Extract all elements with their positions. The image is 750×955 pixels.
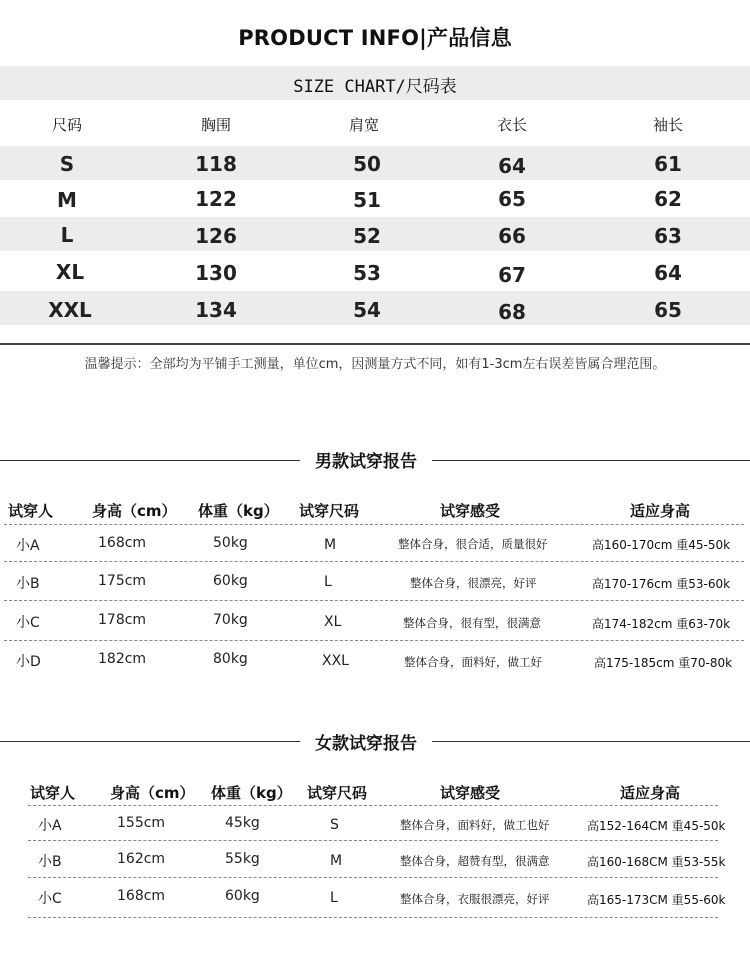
row-divider <box>4 600 744 601</box>
size-chart-cell: 64 <box>654 261 682 285</box>
size-chart-cell: 50 <box>353 152 381 176</box>
men-header-size: 试穿尺码 <box>299 502 360 520</box>
women-cell-height: 162cm <box>117 851 166 867</box>
women-cell-height: 155cm <box>117 815 166 831</box>
section-rule-left <box>0 460 300 461</box>
size-chart-cell: 51 <box>353 188 381 212</box>
size-chart-cell: 130 <box>195 261 237 285</box>
row-divider <box>28 877 718 878</box>
men-header-tester: 试穿人 <box>8 502 54 520</box>
men-cell-fit: 高175-185cm 重70-80k <box>594 656 733 670</box>
men-cell-weight: 80kg <box>213 651 248 667</box>
men-cell-tester: 小C <box>16 615 40 631</box>
men-cell-height: 182cm <box>98 651 147 667</box>
women-cell-fit: 高165-173CM 重55-60k <box>587 893 726 907</box>
women-cell-feedback: 整体合身，衣服很漂亮，好评 <box>400 892 550 906</box>
size-chart-header-sleeve: 袖长 <box>652 116 683 134</box>
size-chart-cell: 126 <box>195 224 237 248</box>
section-rule-right <box>432 741 750 742</box>
women-cell-tester: 小B <box>38 854 62 870</box>
size-chart-header-length: 衣长 <box>496 116 527 134</box>
women-cell-size: L <box>330 890 338 906</box>
men-cell-fit: 高170-176cm 重53-60k <box>592 577 731 591</box>
men-cell-size: XL <box>324 614 342 630</box>
row-divider <box>28 840 718 841</box>
women-cell-size: M <box>330 853 343 869</box>
men-cell-tester: 小B <box>16 576 40 592</box>
women-cell-fit: 高160-168CM 重53-55k <box>587 855 726 869</box>
size-chart-cell: 62 <box>654 187 682 211</box>
row-divider <box>28 917 718 918</box>
size-chart-cell: S <box>59 152 75 176</box>
men-header-feedback: 试穿感受 <box>440 502 501 520</box>
men-cell-weight: 60kg <box>213 573 248 589</box>
women-cell-feedback: 整体合身，超赞有型，很满意 <box>400 854 550 868</box>
men-cell-feedback: 整体合身，面料好，做工好 <box>404 655 542 669</box>
women-report-title: 女款试穿报告 <box>300 729 432 754</box>
size-chart-cell: M <box>57 188 77 212</box>
men-cell-weight: 50kg <box>213 535 248 551</box>
men-header-height: 身高（cm） <box>92 502 177 520</box>
size-chart-cell: L <box>60 223 74 247</box>
size-chart-cell: 52 <box>353 224 381 248</box>
size-chart-header-shoulder: 肩宽 <box>348 116 379 134</box>
men-cell-fit: 高174-182cm 重63-70k <box>592 617 731 631</box>
men-cell-size: XXL <box>322 653 349 669</box>
men-cell-weight: 70kg <box>213 612 248 628</box>
women-cell-tester: 小C <box>38 891 62 907</box>
size-chart-cell: 53 <box>353 261 381 285</box>
size-chart-cell: 64 <box>498 154 526 178</box>
men-header-weight: 体重（kg） <box>198 502 279 520</box>
page-title: PRODUCT INFO|产品信息 <box>238 26 512 50</box>
size-chart-cell: 67 <box>498 263 526 287</box>
measurement-note: 温馨提示：全部均为平铺手工测量，单位cm，因测量方式不同，如有1-3cm左右误差皆属合理范围。 <box>84 357 666 372</box>
divider <box>0 343 750 345</box>
row-divider <box>4 561 744 562</box>
women-header-feedback: 试穿感受 <box>440 784 501 802</box>
women-cell-size: S <box>330 817 339 833</box>
men-cell-height: 168cm <box>98 535 147 551</box>
men-header-fit: 适应身高 <box>630 502 691 520</box>
size-chart-cell: 118 <box>195 152 237 176</box>
men-cell-tester: 小A <box>16 538 40 554</box>
men-cell-height: 175cm <box>98 573 147 589</box>
men-cell-feedback: 整体合身，很漂亮，好评 <box>410 576 537 590</box>
size-chart-title: SIZE CHART/尺码表 <box>293 77 457 97</box>
size-chart-header-size: 尺码 <box>51 116 82 134</box>
size-chart-cell: XXL <box>48 298 92 322</box>
women-header-tester: 试穿人 <box>30 784 76 802</box>
men-cell-size: L <box>324 574 332 590</box>
women-cell-weight: 60kg <box>225 888 260 904</box>
row-divider <box>28 805 718 806</box>
row-divider <box>4 524 744 525</box>
men-cell-size: M <box>324 537 337 553</box>
size-chart-cell: 122 <box>195 187 237 211</box>
women-cell-height: 168cm <box>117 888 166 904</box>
men-cell-tester: 小D <box>16 654 41 670</box>
row-divider <box>4 640 744 641</box>
men-cell-fit: 高160-170cm 重45-50k <box>592 538 731 552</box>
women-header-size: 试穿尺码 <box>307 784 368 802</box>
women-header-fit: 适应身高 <box>620 784 681 802</box>
women-cell-tester: 小A <box>38 818 62 834</box>
women-cell-fit: 高152-164CM 重45-50k <box>587 819 726 833</box>
size-chart-cell: 66 <box>498 224 526 248</box>
size-chart-cell: 61 <box>654 152 682 176</box>
size-chart-cell: 63 <box>654 224 682 248</box>
size-chart-header-chest: 胸围 <box>200 116 231 134</box>
women-cell-weight: 45kg <box>225 815 260 831</box>
women-cell-weight: 55kg <box>225 851 260 867</box>
men-cell-feedback: 整体合身，很有型，很满意 <box>403 616 541 630</box>
section-rule-left <box>0 741 300 742</box>
size-chart-cell: XL <box>55 260 85 284</box>
women-header-height: 身高（cm） <box>110 784 195 802</box>
size-chart-cell: 65 <box>654 298 682 322</box>
men-cell-feedback: 整体合身，很合适，质量很好 <box>398 537 548 551</box>
size-chart-cell: 68 <box>498 300 526 324</box>
men-cell-height: 178cm <box>98 612 147 628</box>
men-report-title: 男款试穿报告 <box>300 447 432 472</box>
section-rule-right <box>432 460 750 461</box>
size-chart-cell: 54 <box>353 298 381 322</box>
women-cell-feedback: 整体合身，面料好，做工也好 <box>400 818 550 832</box>
size-chart-cell: 65 <box>498 187 526 211</box>
women-header-weight: 体重（kg） <box>211 784 292 802</box>
size-chart-cell: 134 <box>195 298 237 322</box>
